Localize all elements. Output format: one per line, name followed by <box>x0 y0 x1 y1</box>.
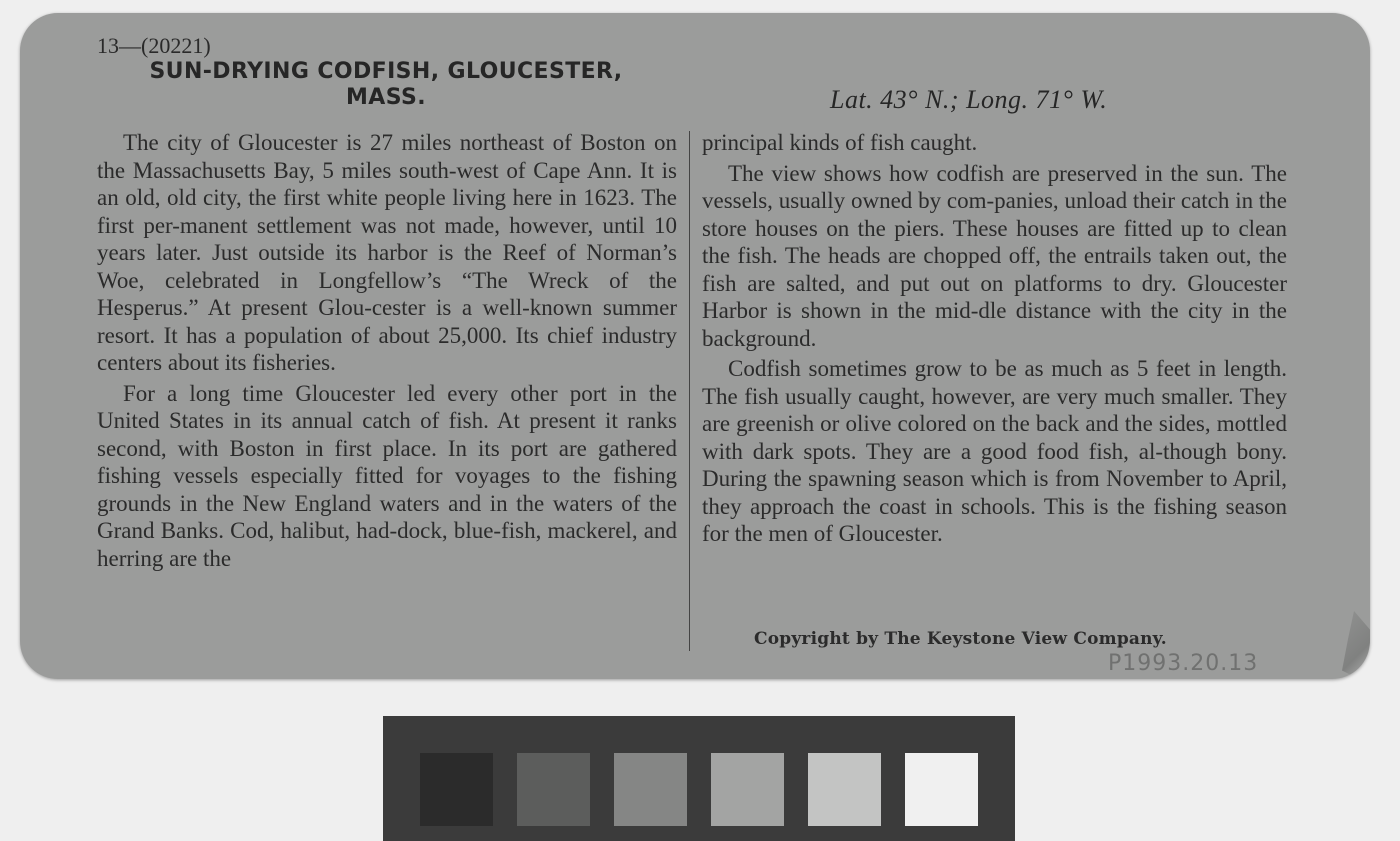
gray-swatch <box>808 753 881 826</box>
column-divider <box>689 131 690 651</box>
accession-number: P1993.20.13 <box>1108 651 1259 676</box>
paragraph: Codfish sometimes grow to be as much as 5 feet in length. The fish usually caught, however, are very much smaller. They are greenish or olive colored on the back and the sides, mottled with dark spots. They are a good food fish, al-though bony. During the spawning season which is from November to April, they approach the coast in schools. This is the fishing season for the men of Gloucester. <box>702 356 1287 546</box>
right-text-column <box>702 129 1287 551</box>
paragraph: principal kinds of fish caught. <box>702 130 978 155</box>
catalog-number: 13—(20221) <box>97 33 211 58</box>
gray-swatch <box>905 753 978 826</box>
gray-scale-bar <box>383 716 1015 841</box>
torn-corner <box>1342 611 1370 679</box>
gray-swatch <box>517 753 590 826</box>
gray-swatch <box>711 753 784 826</box>
coordinates: Lat. 43° N.; Long. 71° W. <box>830 85 1108 114</box>
left-text-column <box>97 129 677 575</box>
gray-swatch <box>420 753 493 826</box>
gray-swatch <box>614 753 687 826</box>
stereograph-card-back <box>20 13 1370 679</box>
card-title-line-2: MASS. <box>346 85 426 110</box>
card-title-line-1: SUN-DRYING CODFISH, GLOUCESTER, <box>149 59 623 84</box>
paragraph: The view shows how codfish are preserved in the sun. The vessels, usually owned by com-panies, unload their catch in the store houses on the piers. These houses are fitted up to clean the fish. The heads are chopped off, the entrails taken out, the fish are salted, and put out on platforms to dry. Gloucester Harbor is shown in the mid-dle distance with the city in the background. <box>702 160 1287 351</box>
card-title <box>96 59 676 111</box>
paragraph: For a long time Gloucester led every other port in the United States in its annual catch of fish. At present it ranks second, with Boston in first place. In its port are gathered fishing vessels especially fitted for voyages to the fishing grounds in the New England waters and in the waters of the Grand Banks. Cod, halibut, had-dock, blue-fish, mackerel, and herring are the <box>97 380 677 571</box>
paragraph: The city of Gloucester is 27 miles northeast of Boston on the Massachusetts Bay, 5 miles south-west of Cape Ann. It is an old, old city, the first white people living here in 1623. The first per-manent settlement was not made, however, until 10 years later. Just outside its harbor is the Reef of Norman’s Woe, celebrated in Longfellow’s “The Wreck of the Hesperus.” At present Glou-cester is a well-known summer resort. It has a population of about 25,000. Its chief industry centers about its fisheries. <box>97 130 677 375</box>
copyright-notice: Copyright by The Keystone View Company. <box>754 629 1167 649</box>
